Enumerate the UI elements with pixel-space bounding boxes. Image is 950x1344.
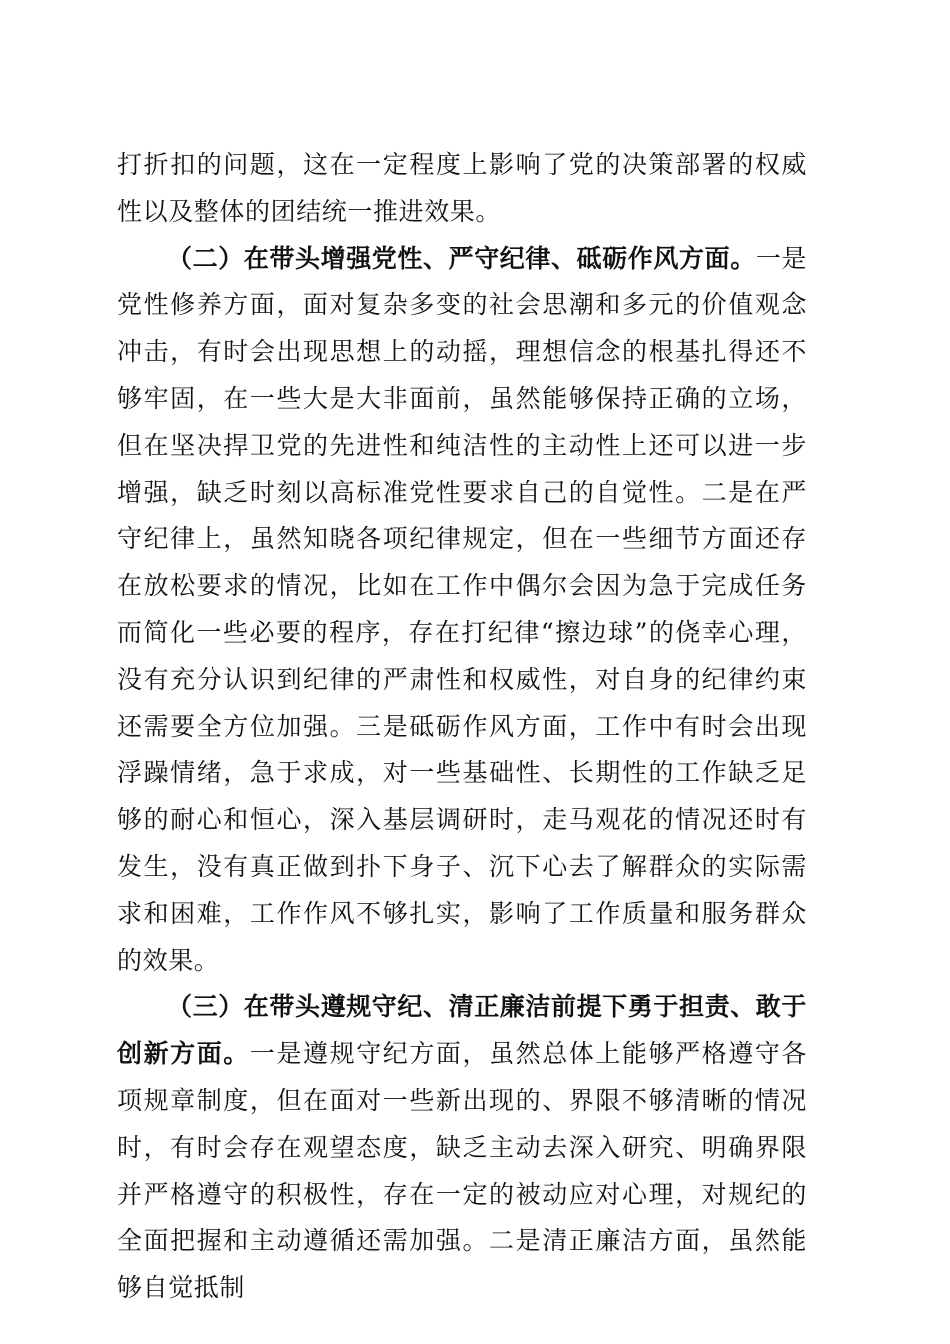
paragraph-3-text: 一是遵规守纪方面，虽然总体上能够严格遵守各项规章制度，但在面对一些新出现的、界限不够清晰的情况时，有时会存在观望态度，缺乏主动去深入研究、明确界限并严格遵守的积极性，存在一定的被动应对心理，对规纪的全面把握和主动遵循还需加强。二是清正廉洁方面，虽然能够自觉抵制 <box>117 1039 807 1303</box>
paragraph-3 <box>117 984 807 1312</box>
paragraph-2-text: 一是党性修养方面，面对复杂多变的社会思潮和多元的价值观念冲击，有时会出现思想上的动摇，理想信念的根基扎得还不够牢固，在一些大是大非面前，虽然能够保持正确的立场，但在坚决捍卫党的先进性和纯洁性的主动性上还可以进一步增强，缺乏时刻以高标准党性要求自己的自觉性。二是在严守纪律上，虽然知晓各项纪律规定，但在一些细节方面还存在放松要求的情况，比如在工作中偶尔会因为急于完成任务而简化一些必要的程序，存在打纪律“擦边球”的侥幸心理，没有充分认识到纪律的严肃性和权威性，对自身的纪律约束还需要全方位加强。三是砥砺作风方面，工作中有时会出现浮躁情绪，急于求成，对一些基础性、长期性的工作缺乏足够的耐心和恒心，深入基层调研时，走马观花的情况还时有发生，没有真正做到扑下身子、沉下心去了解群众的实际需求和困难，工作作风不够扎实，影响了工作质量和服务群众的效果。 <box>117 243 808 975</box>
document-body <box>117 142 807 1312</box>
paragraph-1 <box>117 142 807 236</box>
paragraph-2 <box>117 236 807 985</box>
section-heading-2: （二）在带头增强党性、严守纪律、砥砺作风方面。 <box>167 243 756 273</box>
paragraph-1-text: 打折扣的问题，这在一定程度上影响了党的决策部署的权威性以及整体的团结统一推进效果。 <box>117 150 807 226</box>
section-heading-3: （三）在带头遵规守纪、清正廉洁前提下勇于担责、敢于创新方面。 <box>117 992 808 1069</box>
